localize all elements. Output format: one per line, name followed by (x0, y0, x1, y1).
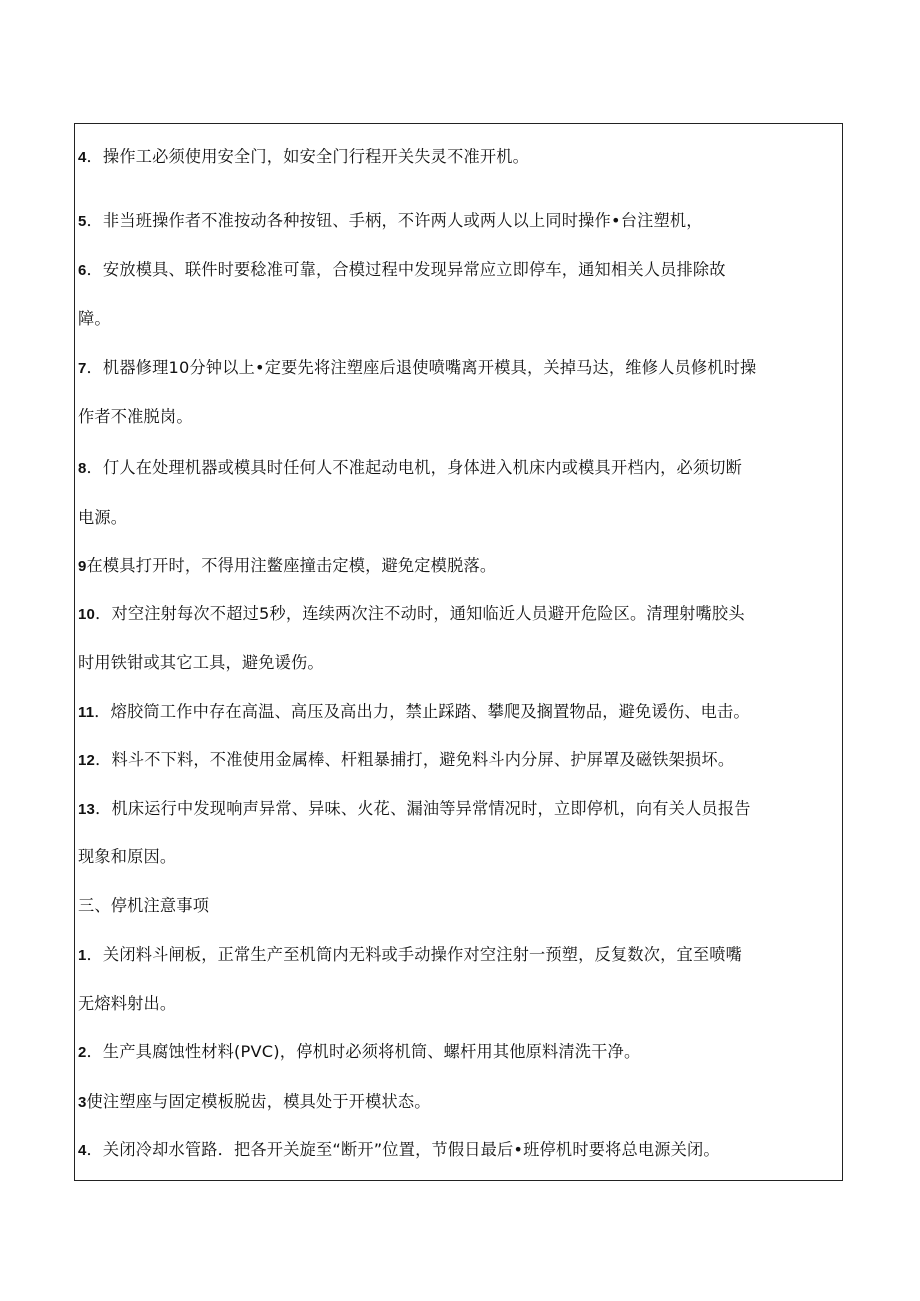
text-line: 时用铁钳或其它工具，避免谖伤。 (78, 653, 324, 672)
document-frame (74, 123, 843, 1181)
text-line: 9在模具打开时，不得用注鳖座撞击定模，避免定模脱落。 (78, 556, 497, 575)
text-line: 障。 (78, 309, 111, 328)
text-line: 11．熔胶筒工作中存在高温、高压及高出力，禁止踩踏、攀爬及搁置物品，避免谖伤、电击。 (78, 702, 750, 721)
text-line: 现象和原因。 (78, 847, 177, 866)
text-line: 3使注塑座与固定模板脱齿，模具处于开模状态。 (78, 1092, 431, 1111)
text-line: 1．关闭料斗闸板，正常生产至机筒内无料或手动操作对空注射一预塑，反复数次，宜至喷嘴 (78, 945, 743, 964)
text-line: 4．操作工必须使用安全门，如安全门行程开关失灵不准开机。 (78, 147, 530, 166)
text-line: 电源。 (78, 508, 128, 527)
text-line: 8．仃人在处理机器或模具时任何人不准起动电机，身体进入机床内或模具开档内，必须切断 (78, 458, 743, 477)
text-line: 5．非当班操作者不准按动各种按钮、手柄，不许两人或两人以上同时操作•台注塑机， (78, 211, 703, 230)
text-line: 13．机床运行中发现响声异常、异味、火花、漏油等异常情况时，立即停机，向有关人员报告 (78, 799, 751, 818)
text-line: 2．生产具腐蚀性材料(PVC)，停机时必须将机筒、螺杆用其他原料清洗干净。 (78, 1042, 641, 1061)
text-line: 10．对空注射每次不超过5秒，连续两次注不动时，通知临近人员避开危险区。清理射嘴胶头 (78, 604, 745, 623)
text-line: 6．安放模具、联件时要稔准可靠，合模过程中发现异常应立即停车，通知相关人员排除故 (78, 260, 726, 279)
text-line: 无熔料射出。 (78, 994, 177, 1013)
text-line: 4．关闭冷却水管路．把各开关旋至“断开”位置，节假日最后•班停机时要将总电源关闭。 (78, 1140, 720, 1159)
text-line: 7．机器修理10分钟以上•定要先将注塑座后退使喷嘴离开模具，关掉马达，维修人员修机时操 (78, 358, 757, 377)
section-heading: 三、停机注意事项 (78, 896, 210, 915)
text-line: 作者不准脱岗。 (78, 407, 193, 426)
text-line: 12．料斗不下料，不准使用金属棒、杆粗暴捕打，避免料斗内分屏、护屏罩及磁铁架损坏。 (78, 750, 735, 769)
